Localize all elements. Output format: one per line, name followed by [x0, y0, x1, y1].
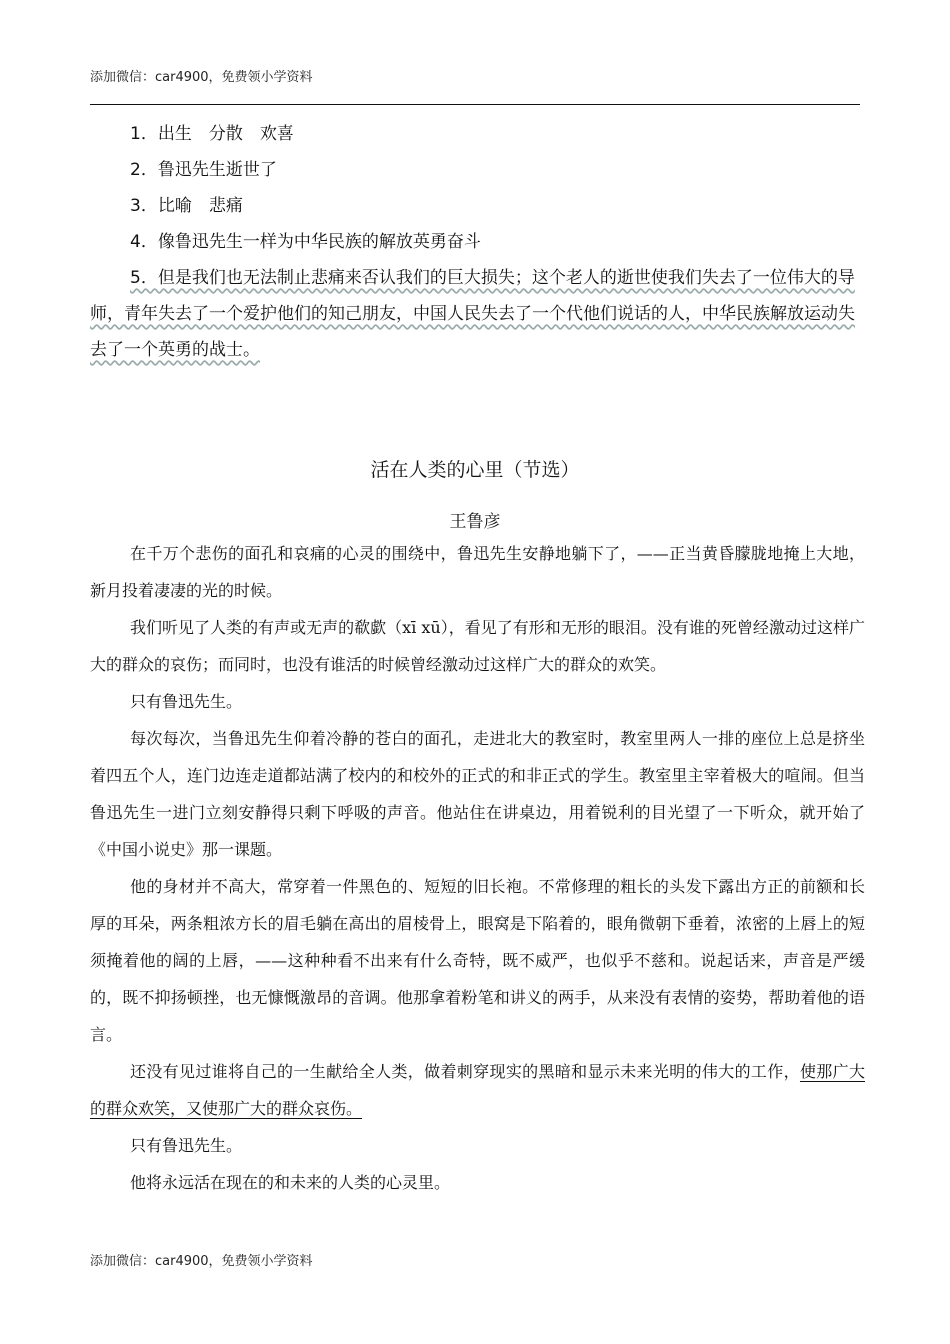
paragraph-8: 他将永远活在现在的和未来的人类的心灵里。 — [130, 1173, 451, 1192]
answer-item-5-text: 5．但是我们也无法制止悲痛来否认我们的巨大损失；这个老人的逝世使我们失去了一位伟大的导师，青年失去了一个爱护他们的知己朋友，中国人民失去了一个代他们说话的人，中华民族解放运动失去了一个英勇的战士。 — [90, 268, 855, 360]
paragraph-6-underlined: 使那广大的群众欢笑，又使那广大的群众哀伤。 — [90, 1062, 865, 1118]
answer-item-1: 1．出生 分散 欢喜 — [130, 124, 294, 144]
answer-item-4: 4．像鲁迅先生一样为中华民族的解放英勇奋斗 — [130, 232, 481, 252]
paragraph-6-text: 还没有见过谁将自己的一生献给全人类，做着刺穿现实的黑暗和显示未来光明的伟大的工作， — [130, 1062, 800, 1081]
paragraph-2: 我们听见了人类的有声或无声的欷歔（xī xū），看见了有形和无形的眼泪。没有谁的死曾经激动过这样广大的群众的哀伤；而同时，也没有谁活的时候曾经激动过这样广大的群众的欢笑。 — [90, 618, 865, 674]
paragraph-5: 他的身材并不高大，常穿着一件黑色的、短短的旧长袍。不常修理的粗长的头发下露出方正的前额和长厚的耳朵，两条粗浓方长的眉毛躺在高出的眉棱骨上，眼窝是下陷着的，眼角微朝下垂着，浓密的上唇上的短须掩着他的阔的上唇，——这种种看不出来有什么奇特，既不威严，也似乎不慈和。说起话来，声音是严缓的，既不抑扬顿挫，也无慷慨激昂的音调。他那拿着粉笔和讲义的两手，从来没有表情的姿势，帮助着他的语言。 — [90, 877, 865, 1044]
paragraph-3: 只有鲁迅先生。 — [130, 692, 243, 711]
footer-note: 添加微信：car4900，免费领小学资料 — [90, 1254, 313, 1269]
article-title: 活在人类的心里（节选） — [370, 459, 580, 481]
answer-list — [90, 116, 870, 368]
answer-item-3: 3．比喻 悲痛 — [130, 196, 243, 216]
paragraph-1: 在千万个悲伤的面孔和哀痛的心灵的围绕中，鲁迅先生安静地躺下了，——正当黄昏朦胧地掩上大地，新月投着凄凄的光的时候。 — [90, 544, 865, 600]
paragraph-6 — [90, 1053, 865, 1127]
article-body — [90, 535, 865, 1201]
answer-item-5 — [90, 260, 870, 368]
answer-item-2: 2．鲁迅先生逝世了 — [130, 160, 277, 180]
paragraph-4: 每次每次，当鲁迅先生仰着冷静的苍白的面孔，走进北大的教室时，教室里两人一排的座位上总是挤坐着四五个人，连门边连走道都站满了校内的和校外的正式的和非正式的学生。教室里主宰着极大的喧闹。但当鲁迅先生一进门立刻安静得只剩下呼吸的声音。他站住在讲桌边，用着锐利的目光望了一下听众，就开始了《中国小说史》那一课题。 — [90, 729, 865, 859]
header-divider — [90, 104, 860, 105]
header-note: 添加微信：car4900，免费领小学资料 — [90, 70, 313, 85]
article-author: 王鲁彦 — [449, 512, 501, 532]
paragraph-7: 只有鲁迅先生。 — [130, 1136, 243, 1155]
